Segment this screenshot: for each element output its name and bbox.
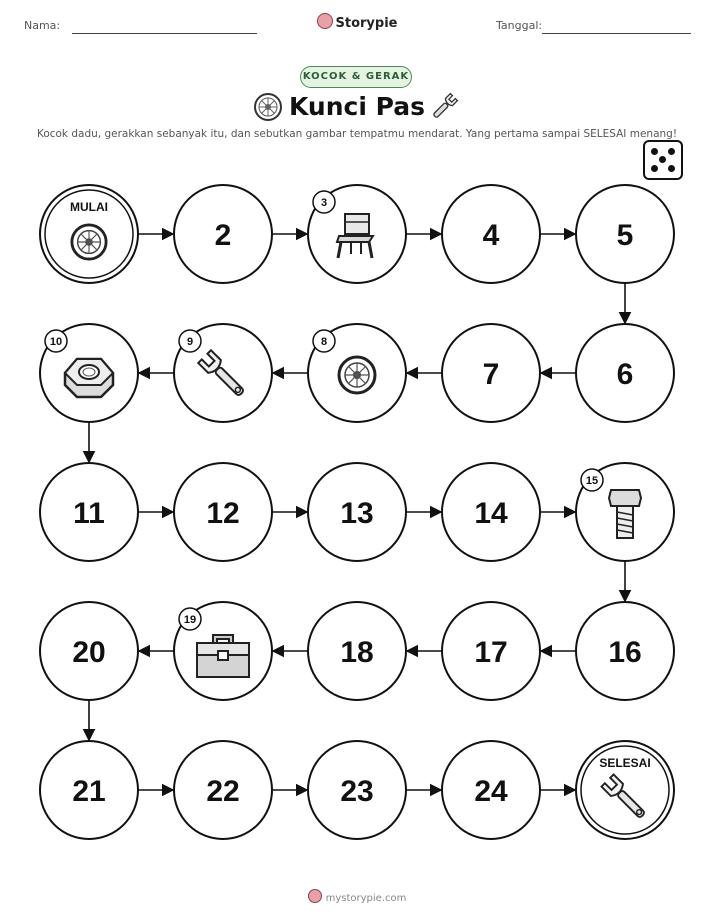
board-cell-5 — [576, 185, 674, 283]
wheel-icon — [339, 357, 375, 393]
wheel-icon — [72, 225, 106, 259]
cell-number: 12 — [206, 497, 240, 530]
cell-number-badge: 8 — [320, 336, 328, 348]
cell-number: 18 — [340, 636, 374, 669]
cell-number: 16 — [608, 636, 642, 669]
cell-number: 20 — [72, 636, 106, 669]
board-cell-9 — [174, 324, 272, 422]
category-badge: KOCOK & GERAK — [300, 66, 412, 88]
board-cell-3 — [308, 185, 406, 283]
footer-url: mystorypie.com — [325, 893, 407, 904]
board-cell-7 — [442, 324, 540, 422]
board-cell-12 — [174, 463, 272, 561]
cell-number: 21 — [72, 775, 106, 808]
cell-number: 22 — [206, 775, 240, 808]
board-cell-1 — [40, 185, 138, 283]
date-label: Tanggal: — [496, 19, 543, 32]
board-cell-23 — [308, 741, 406, 839]
cell-number: 11 — [73, 497, 105, 530]
board-cell-17 — [442, 602, 540, 700]
cell-number-badge: 9 — [186, 336, 194, 348]
brand-name: Storypie — [335, 16, 398, 31]
cell-number: 2 — [214, 219, 232, 252]
cell-number: 7 — [482, 358, 500, 391]
footer-logo-icon — [308, 889, 322, 903]
cell-number: 4 — [482, 219, 500, 252]
finish-label: SELESAI — [599, 756, 651, 770]
board-cell-21 — [40, 741, 138, 839]
cell-number: 23 — [340, 775, 374, 808]
name-label: Nama: — [24, 19, 61, 32]
board-cell-18 — [308, 602, 406, 700]
board-cell-13 — [308, 463, 406, 561]
cell-number: 24 — [474, 775, 508, 808]
cell-number: 6 — [616, 358, 634, 391]
board-cell-10 — [40, 324, 138, 422]
board-cell-4 — [442, 185, 540, 283]
board-cell-8 — [308, 324, 406, 422]
board-cell-22 — [174, 741, 272, 839]
cell-number-badge: 10 — [49, 336, 63, 348]
board-cell-25 — [576, 741, 674, 839]
board-cell-16 — [576, 602, 674, 700]
start-label: MULAI — [70, 200, 108, 214]
board-cell-6 — [576, 324, 674, 422]
board-cell-24 — [442, 741, 540, 839]
instructions: Kocok dadu, gerakkan sebanyak itu, dan sebutkan gambar tempatmu mendarat. Yang pertama sampai SELESAI menang! — [36, 128, 678, 140]
cell-number-badge: 19 — [183, 614, 197, 626]
board-cell-19 — [174, 602, 272, 700]
cell-number: 5 — [616, 219, 634, 252]
cell-number-badge: 15 — [585, 475, 599, 487]
board-cell-20 — [40, 602, 138, 700]
cell-number: 17 — [474, 636, 508, 669]
page-title: Kunci Pas — [288, 92, 426, 121]
cell-number-badge: 3 — [320, 197, 328, 209]
hex-nut-icon — [65, 359, 113, 397]
footer — [0, 889, 714, 904]
board-cell-2 — [174, 185, 272, 283]
cell-number: 13 — [340, 497, 374, 530]
cell-number: 14 — [474, 497, 508, 530]
board-cell-11 — [40, 463, 138, 561]
board-cell-15 — [576, 463, 674, 561]
board-cell-14 — [442, 463, 540, 561]
